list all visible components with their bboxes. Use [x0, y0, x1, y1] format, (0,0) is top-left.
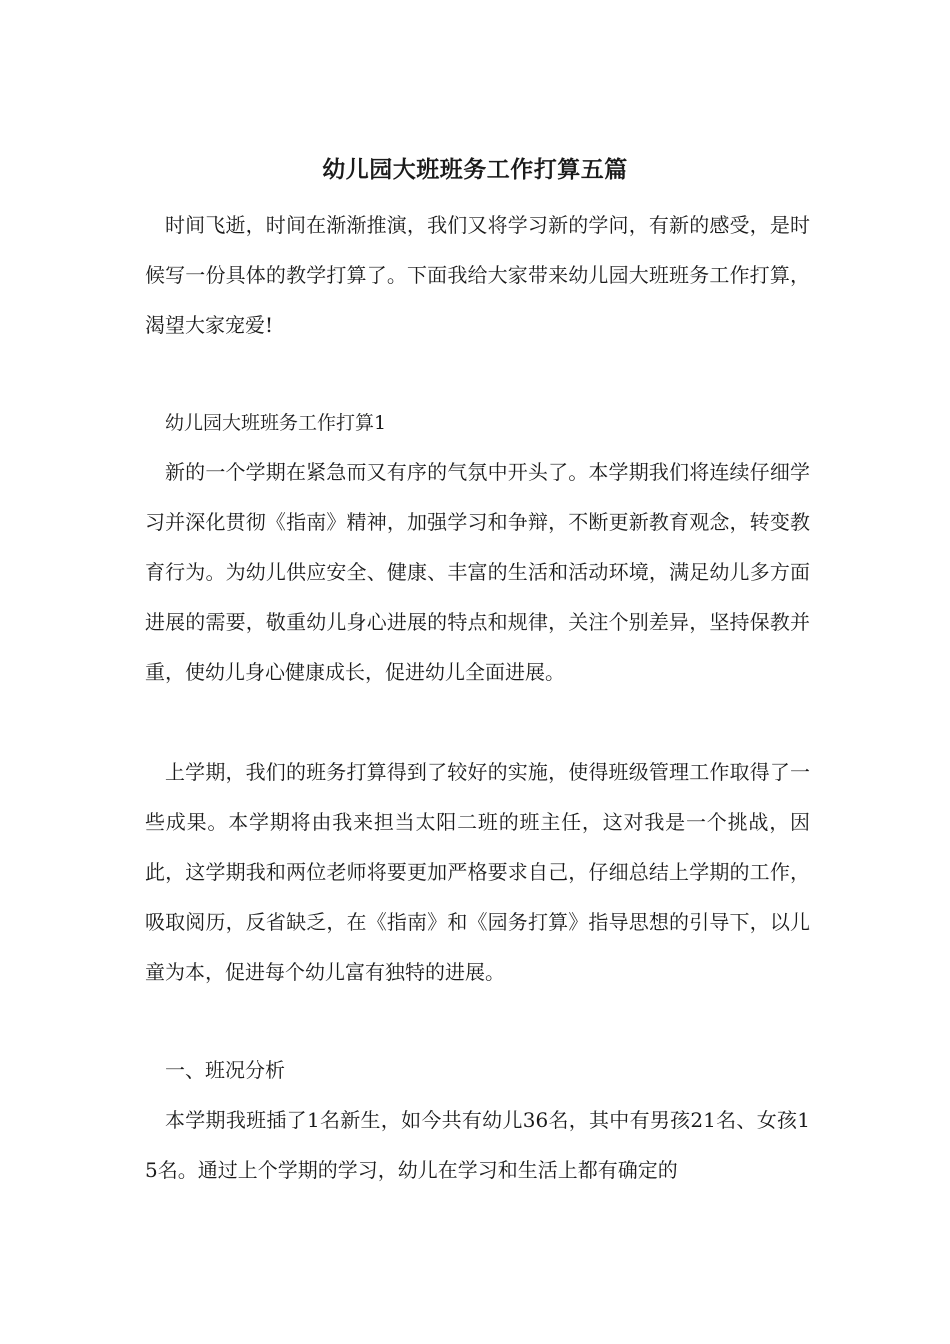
plan-1-heading: 幼儿园大班班务工作打算1: [165, 412, 387, 434]
section-1-heading: 一、班况分析: [165, 1058, 285, 1082]
body-paragraph-3: 本学期我班插了1名新生，如今共有幼儿36名，其中有男孩21名、女孩15名。通过上个学期的学习，幼儿在学习和生活上都有确定的: [145, 1108, 810, 1182]
document-title: 幼儿园大班班务工作打算五篇: [322, 157, 628, 183]
body-paragraph-1: 新的一个学期在紧急而又有序的气氛中开头了。本学期我们将连续仔细学习并深化贯彻《指南》精神，加强学习和争辩，不断更新教育观念，转变教育行为。为幼儿供应安全、健康、丰富的生活和活动环境，满足幼儿多方面进展的需要，敬重幼儿身心进展的特点和规律，关注个别差异，坚持保教并重，使幼儿身心健康成长，促进幼儿全面进展。: [145, 460, 810, 684]
intro-paragraph: 时间飞逝，时间在渐渐推演，我们又将学习新的学问，有新的感受，是时候写一份具体的教学打算了。下面我给大家带来幼儿园大班班务工作打算，渴望大家宠爱!: [145, 213, 810, 337]
body-paragraph-2: 上学期，我们的班务打算得到了较好的实施，使得班级管理工作取得了一些成果。本学期将由我来担当太阳二班的班主任，这对我是一个挑战，因此，这学期我和两位老师将要更加严格要求自己，仔细总结上学期的工作，吸取阅历，反省缺乏，在《指南》和《园务打算》指导思想的引导下，以儿童为本，促进每个幼儿富有独特的进展。: [145, 760, 810, 984]
